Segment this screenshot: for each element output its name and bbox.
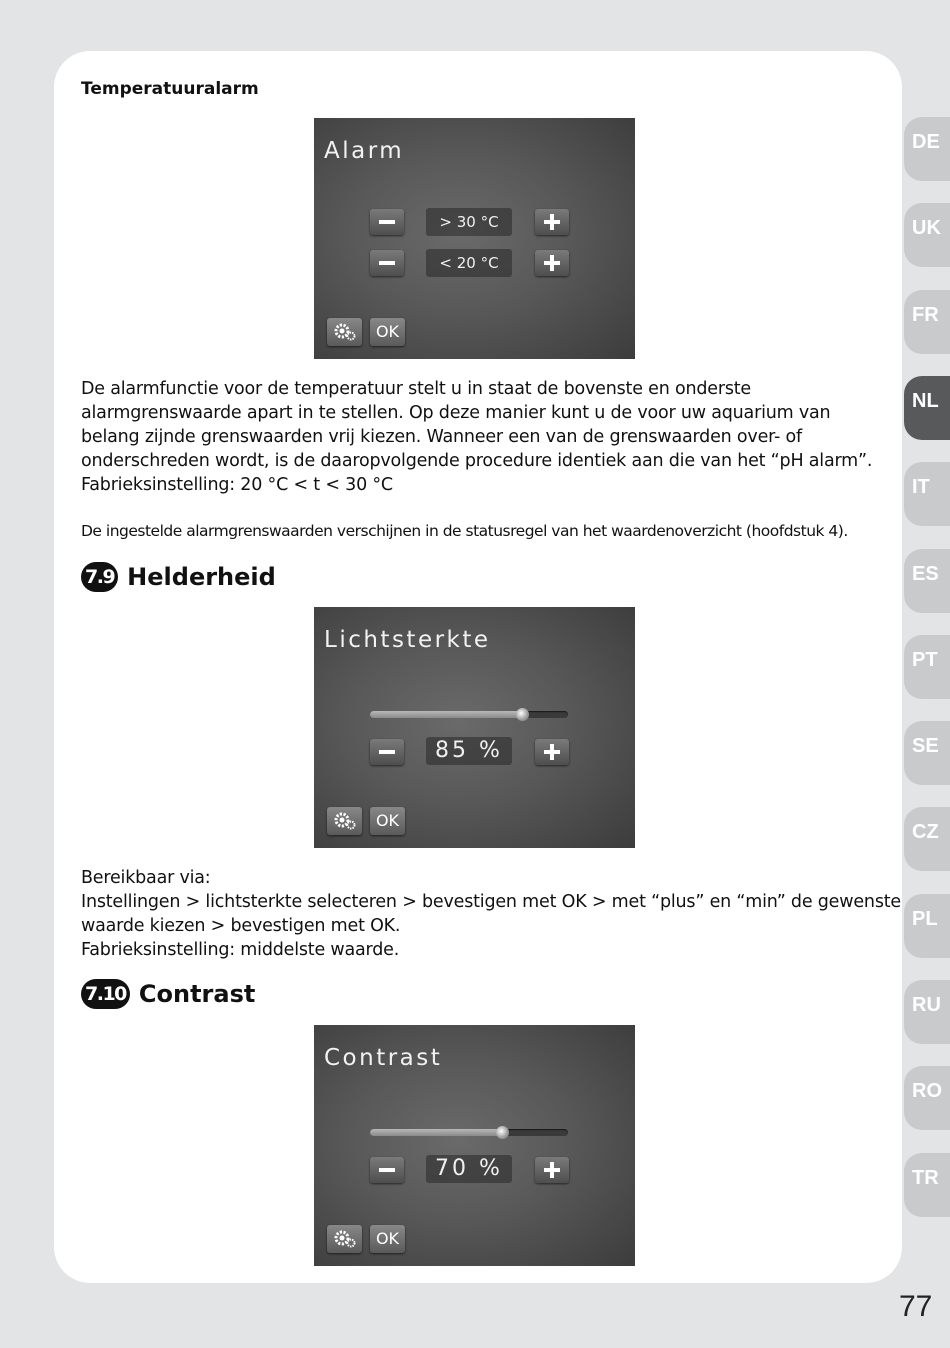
lower-minus-button[interactable] <box>370 250 404 276</box>
section-number-badge: 7.9 <box>81 562 118 592</box>
lang-tab-nl[interactable]: NL <box>904 376 950 440</box>
contrast-slider[interactable] <box>370 1129 568 1136</box>
brightness-slider-knob[interactable] <box>516 708 529 721</box>
contrast-value: 70 % <box>426 1155 512 1183</box>
lang-tab-cz[interactable]: CZ <box>904 807 950 871</box>
gear-icon <box>332 321 358 343</box>
upper-limit-value: > 30 °C <box>426 208 512 236</box>
alarm-paragraph: De alarmfunctie voor de temperatuur stelt u in staat de bovenste en onderste alarmgrenswaarde apart in te stellen. Op deze manier kunt u de voor uw aquarium van belang zijnde grenswaarden vrij kiezen. Wanneer een van de grenswaarden over- of onderschreden wordt, is de daaropvolgende procedure identiek aan die van het “pH alarm”. Fabrieksinstelling: 20 °C < t < 30 °C <box>81 379 873 495</box>
lang-tab-tr[interactable]: TR <box>904 1153 950 1217</box>
alarm-heading: Temperatuuralarm <box>81 79 259 99</box>
contrast-slider-fill <box>370 1129 502 1136</box>
lang-tab-pl[interactable]: PL <box>904 894 950 958</box>
lang-tab-ro[interactable]: RO <box>904 1066 950 1130</box>
ok-button[interactable]: OK <box>370 318 405 346</box>
alarm-screen-title: Alarm <box>324 138 405 164</box>
upper-plus-button[interactable] <box>535 209 569 235</box>
contrast-plus-button[interactable] <box>535 1157 569 1183</box>
lang-tab-de[interactable]: DE <box>904 117 950 181</box>
lang-tab-uk[interactable]: UK <box>904 203 950 267</box>
contrast-section-heading <box>81 979 255 1009</box>
ok-button[interactable]: OK <box>370 807 405 835</box>
lang-tab-se[interactable]: SE <box>904 721 950 785</box>
settings-button[interactable] <box>327 807 362 835</box>
lang-tab-ru[interactable]: RU <box>904 980 950 1044</box>
brightness-slider[interactable] <box>370 711 568 718</box>
brightness-paragraph: Bereikbaar via: Instellingen > lichtsterkte selecteren > bevestigen met OK > met “plus” en “min” de gewenste waarde kiezen > bevestigen met OK. Fabrieksinstelling: middelste waarde. <box>81 868 901 960</box>
settings-button[interactable] <box>327 1225 362 1253</box>
lang-tab-fr[interactable]: FR <box>904 290 950 354</box>
brightness-slider-fill <box>370 711 522 718</box>
lower-plus-button[interactable] <box>535 250 569 276</box>
gear-icon <box>332 810 358 832</box>
lang-tab-it[interactable]: IT <box>904 462 950 526</box>
brightness-heading: Helderheid <box>127 563 276 591</box>
lower-limit-value: < 20 °C <box>426 249 512 277</box>
brightness-minus-button[interactable] <box>370 739 404 765</box>
contrast-screen-title: Contrast <box>324 1045 443 1071</box>
alarm-note: De ingestelde alarmgrenswaarden verschijnen in de statusregel van het waardenoverzicht (hoofdstuk 4). <box>81 522 848 540</box>
settings-button[interactable] <box>327 318 362 346</box>
upper-minus-button[interactable] <box>370 209 404 235</box>
contrast-slider-knob[interactable] <box>496 1126 509 1139</box>
lang-tab-es[interactable]: ES <box>904 549 950 613</box>
lang-tab-pt[interactable]: PT <box>904 635 950 699</box>
contrast-screen <box>314 1025 635 1266</box>
brightness-screen-title: Lichtsterkte <box>324 627 491 653</box>
section-number-badge: 7.10 <box>81 979 130 1009</box>
brightness-plus-button[interactable] <box>535 739 569 765</box>
ok-button[interactable]: OK <box>370 1225 405 1253</box>
brightness-value: 85 % <box>426 737 512 765</box>
brightness-section-heading <box>81 562 276 592</box>
gear-icon <box>332 1228 358 1250</box>
contrast-heading: Contrast <box>138 980 256 1008</box>
contrast-minus-button[interactable] <box>370 1157 404 1183</box>
alarm-screen <box>314 118 635 359</box>
brightness-screen <box>314 607 635 848</box>
page-number: 77 <box>899 1290 933 1323</box>
